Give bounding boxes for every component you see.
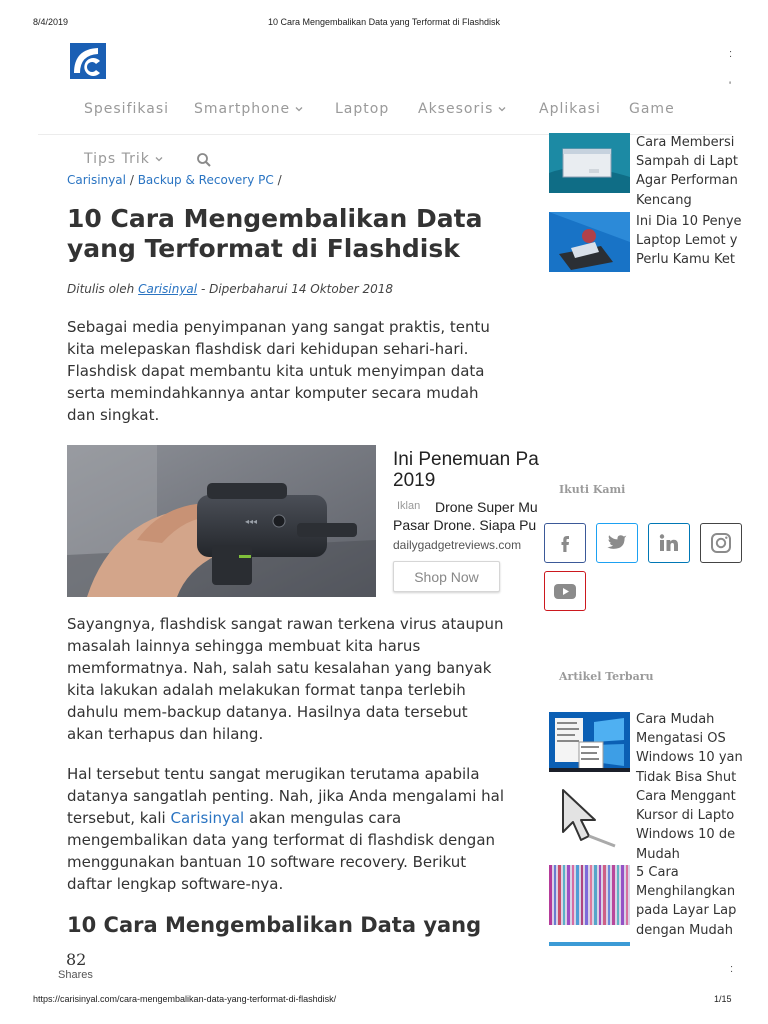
print-url: https://carisinyal.com/cara-mengembalikan-data-yang-terformat-di-flashdisk/: [33, 994, 337, 1004]
breadcrumb-category[interactable]: Backup & Recovery PC: [137, 173, 274, 187]
nav-item-laptop[interactable]: Laptop: [335, 101, 390, 117]
post-title[interactable]: Cara Menggant Kursor di Lapto Windows 10 de Mudah: [636, 789, 736, 862]
print-doc-title: 10 Cara Mengembalikan Data yang Terformat di Flashdisk: [268, 17, 500, 27]
instagram-icon[interactable]: [700, 523, 742, 563]
search-icon[interactable]: [196, 152, 212, 168]
ad-title[interactable]: Ini Penemuan Pa 2019: [393, 449, 539, 491]
print-date: 8/4/2019: [33, 17, 69, 27]
edge-glyph-mid: ': [729, 80, 732, 92]
svg-text:◂◂◂: ◂◂◂: [245, 517, 258, 526]
ad-domain: dailygadgetreviews.com: [393, 538, 522, 552]
share-count: 82: [66, 950, 87, 969]
chevron-down-icon: [497, 104, 507, 114]
edge-glyph-bottom: :: [730, 963, 734, 975]
nav-item-tips-trik[interactable]: Tips Trik: [84, 151, 164, 167]
ad-label: Iklan: [397, 500, 421, 512]
nav-item-aksesoris[interactable]: Aksesoris: [418, 101, 507, 117]
breadcrumb: [67, 173, 282, 187]
ad-description[interactable]: Drone Super Mu Pasar Drone. Siapa Pu: [393, 499, 538, 533]
post-title[interactable]: Ini Dia 10 Penye Laptop Lemot y Perlu Kamu Ket: [636, 214, 742, 268]
post-thumbnail[interactable]: [549, 865, 630, 925]
article-paragraph-2: Sayangnya, flashdisk sangat rawan terkena virus ataupun masalah lainnya sehingga membuat kita harus memformatnya. Nah, salah satu kesalahan yang banyak kita lakukan adalah melakukan format tanpa terlebih dahulu mem-backup datanya. Hasilnya data tersebut akan terhapus dan hilang.: [67, 615, 504, 743]
facebook-icon[interactable]: [544, 523, 586, 563]
page-title: 10 Cara Mengembalikan Data yang Terformat di Flashdisk: [67, 204, 483, 263]
nav-item-game[interactable]: Game: [629, 101, 675, 117]
byline-prefix: Ditulis oleh: [67, 282, 135, 296]
sidebar-popular-posts: [549, 133, 742, 273]
twitter-icon[interactable]: [596, 523, 638, 563]
ad-image[interactable]: [67, 445, 376, 597]
post-thumbnail[interactable]: [549, 788, 630, 848]
chevron-down-icon: [154, 154, 164, 164]
linkedin-icon[interactable]: [648, 523, 690, 563]
article-paragraph-3: Hal tersebut tentu sangat merugikan terutama apabila datanya sangatlah penting. Nah, jika Anda mengalami hal tersebut, kali Carisinyal akan mengulas cara mengembalikan data yang terformat di flashdisk dengan menggunakan bantuan 10 software recovery. Berikut daftar lengkap software-nya.: [67, 765, 504, 893]
print-page-number: 1/15: [714, 994, 732, 1004]
latest-widget-title: Artikel Terbaru: [559, 670, 654, 683]
edge-glyph-top: :: [729, 48, 733, 60]
nav-item-aplikasi[interactable]: Aplikasi: [539, 101, 601, 117]
author-link[interactable]: Carisinyal: [138, 282, 198, 296]
site-logo[interactable]: [70, 43, 106, 79]
carisinyal-link[interactable]: Carisinyal: [170, 809, 245, 827]
chevron-down-icon: [294, 104, 304, 114]
shop-now-button[interactable]: Shop Now: [393, 561, 500, 592]
sidebar-latest-posts: [549, 710, 743, 945]
breadcrumb-home[interactable]: Carisinyal: [67, 173, 126, 187]
nav-item-spesifikasi[interactable]: Spesifikasi: [84, 101, 170, 117]
follow-widget-title: Ikuti Kami: [559, 483, 626, 496]
post-title[interactable]: Cara Mudah Mengatasi OS Windows 10 yan Tidak Bisa Shut: [636, 712, 743, 785]
post-thumbnail[interactable]: [549, 942, 630, 946]
section-heading: 10 Cara Mengembalikan Data yang: [67, 913, 482, 937]
nav-item-smartphone[interactable]: Smartphone: [194, 101, 304, 117]
post-title[interactable]: Cara Membersi Sampah di Lapt Agar Performan Kencang: [636, 135, 739, 208]
post-title[interactable]: 5 Cara Menghilangkan pada Layar Lap dengan Mudah: [636, 865, 737, 938]
post-thumbnail[interactable]: [549, 712, 630, 772]
article-paragraph-intro: Sebagai media penyimpanan yang sangat praktis, tentu kita melepaskan flashdisk dari kehidupan sehari-hari. Flashdisk dapat membantu kita untuk menyimpan data serta memindahkannya antar komputer secara mudah dan singkat.: [67, 318, 490, 424]
share-label: Shares: [58, 969, 93, 981]
breadcrumb-separator: /: [129, 173, 134, 187]
youtube-icon[interactable]: [544, 571, 586, 611]
byline: [67, 282, 393, 296]
social-links: [543, 520, 732, 615]
post-thumbnail[interactable]: [549, 212, 630, 272]
post-thumbnail[interactable]: [549, 133, 630, 193]
breadcrumb-separator: /: [277, 173, 282, 187]
byline-updated: - Diperbaharui 14 Oktober 2018: [200, 282, 394, 296]
